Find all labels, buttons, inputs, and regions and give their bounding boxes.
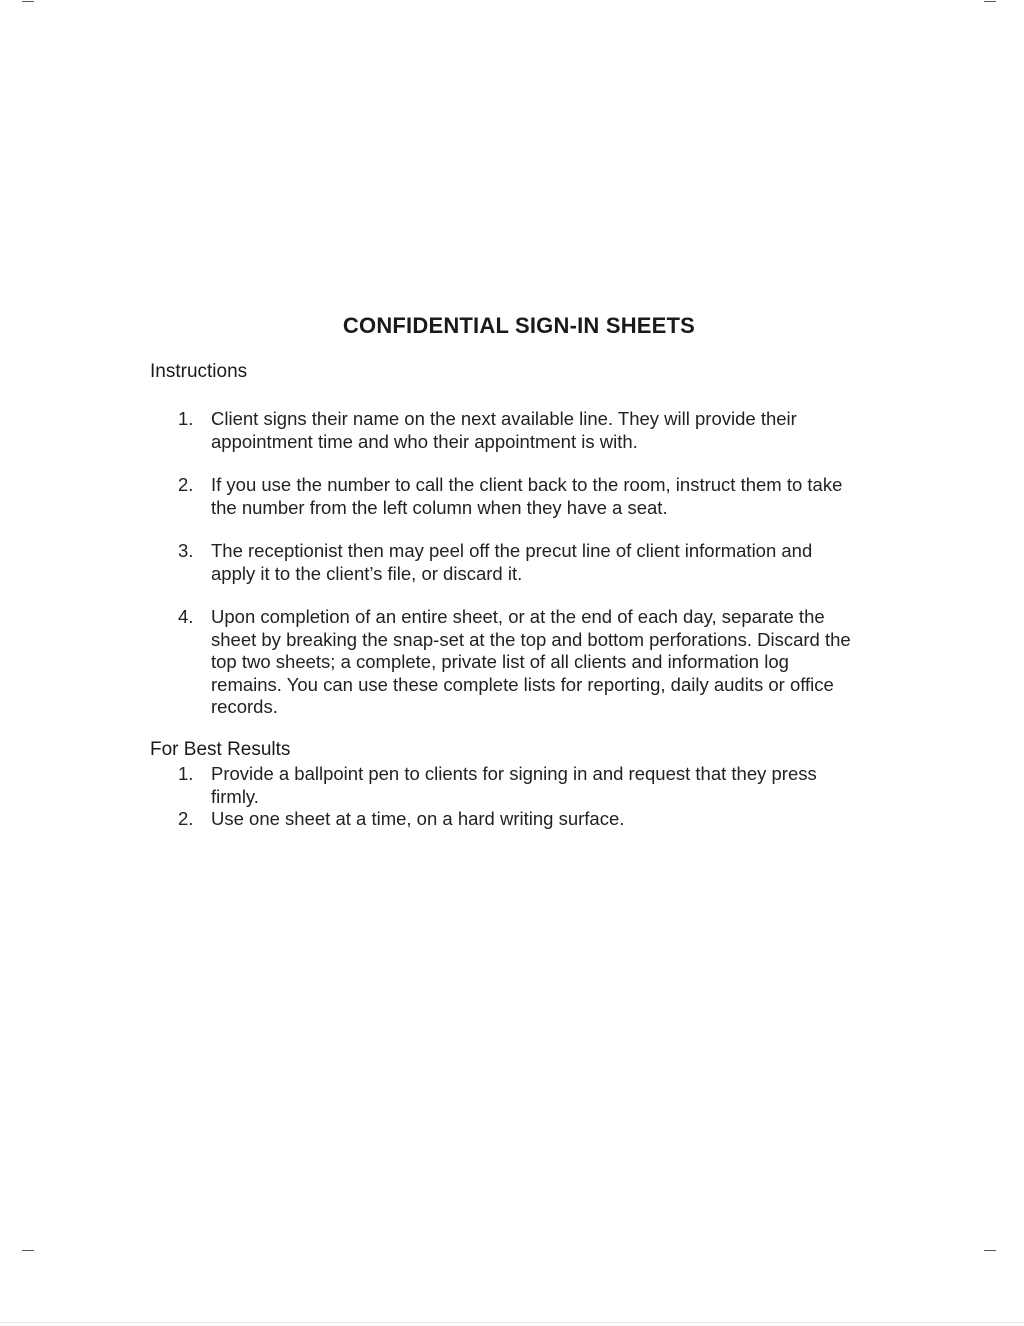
item-text: Client signs their name on the next available line. They will provide their appointment time and who their appointment is with. [211,408,797,452]
item-number: 3. [178,540,194,561]
crop-mark-bottom-left [22,1250,34,1251]
best-results-item [0,763,861,808]
instruction-item [0,474,861,519]
instructions-list [0,408,861,740]
item-number: 1. [178,763,194,784]
instruction-item [0,408,861,453]
item-text: Provide a ballpoint pen to clients for signing in and request that they press firmly. [211,763,817,807]
item-text: Use one sheet at a time, on a hard writing surface. [211,808,625,829]
item-number: 2. [178,808,194,829]
best-results-heading: For Best Results [150,739,291,760]
item-number: 1. [178,408,194,429]
instructions-heading: Instructions [150,361,248,382]
best-results-list [0,763,861,831]
best-results-item [0,808,861,831]
page-title: CONFIDENTIAL SIGN-IN SHEETS [342,313,696,338]
page-bottom-edge [0,1322,1024,1323]
item-text: Upon completion of an entire sheet, or at the end of each day, separate the sheet by breaking the snap-set at the top and bottom perforations. Discard the top two sheets; a complete, private list of all clients and information log remains. You can use these complete lists for reporting, daily audits or office records. [211,606,851,717]
item-text: If you use the number to call the client back to the room, instruct them to take the number from the left column when they have a seat. [211,474,843,518]
item-text: The receptionist then may peel off the precut line of client information and apply it to the client’s file, or discard it. [211,540,813,584]
item-number: 2. [178,474,194,495]
crop-mark-bottom-right [984,1250,996,1251]
item-number: 4. [178,606,194,627]
instruction-item [0,606,861,719]
crop-mark-top-left [22,1,34,2]
instruction-item [0,540,861,585]
crop-mark-top-right [984,1,996,2]
